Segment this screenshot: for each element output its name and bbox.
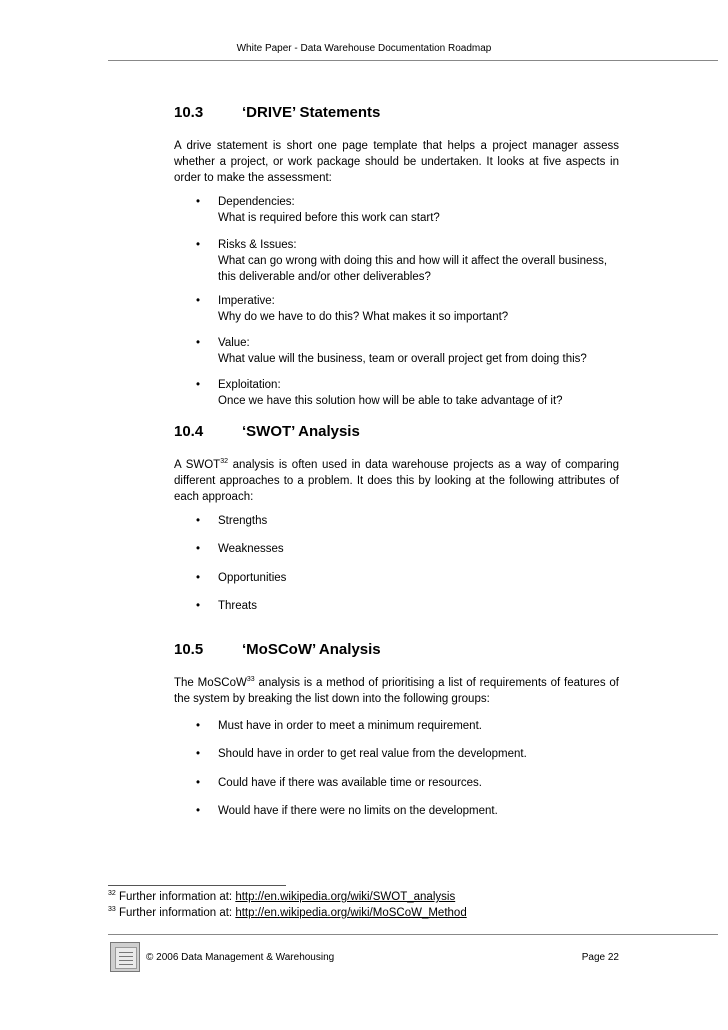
bullet-text: Must have in order to meet a minimum requirement. (218, 720, 482, 732)
bullet-icon: • (196, 543, 201, 555)
intro-text: A SWOT (174, 459, 221, 471)
footnote-divider (108, 885, 286, 886)
header-divider (108, 60, 718, 61)
bullet-description: What can go wrong with doing this and how will it affect the overall business, this deliverable and/or other deliverables? (218, 255, 608, 283)
bullet-icon: • (196, 515, 201, 527)
bullet-icon: • (196, 379, 201, 391)
bullet-label: Exploitation: (218, 379, 281, 391)
footnote-32 (108, 889, 455, 905)
section-number: 10.4 (174, 423, 204, 440)
bullet-icon: • (196, 777, 201, 789)
bullet-text: Should have in order to get real value from the development. (218, 748, 527, 760)
moscow-intro-paragraph (174, 675, 619, 707)
footnote-link-moscow[interactable]: http://en.wikipedia.org/wiki/MoSCoW_Method (235, 907, 467, 919)
footnote-text: Further information at: (115, 907, 236, 919)
bullet-label: Risks & Issues: (218, 239, 297, 251)
footnote-number: 33 (108, 906, 116, 913)
footnote-33 (108, 905, 467, 921)
swot-intro-paragraph (174, 457, 619, 505)
bullet-text: Opportunities (218, 572, 287, 584)
footer-divider (108, 934, 718, 935)
bullet-text: Would have if there were no limits on the development. (218, 805, 498, 817)
bullet-icon: • (196, 239, 201, 251)
footer-copyright: © 2006 Data Management & Warehousing (146, 952, 335, 963)
section-title: ‘SWOT’ Analysis (242, 423, 360, 440)
footer-page-number: Page 22 (581, 952, 619, 963)
bullet-icon: • (196, 748, 201, 760)
bullet-text: Could have if there was available time or resources. (218, 777, 482, 789)
bullet-description: What value will the business, team or overall project get from doing this? (218, 353, 587, 365)
bullet-icon: • (196, 720, 201, 732)
section-number: 10.3 (174, 104, 204, 121)
bullet-icon: • (196, 600, 201, 612)
bullet-text: Threats (218, 600, 257, 612)
company-logo-icon (110, 942, 140, 972)
bullet-description: What is required before this work can start? (218, 212, 440, 224)
bullet-icon: • (196, 295, 201, 307)
bullet-label: Dependencies: (218, 196, 295, 208)
footnote-ref: 33 (246, 676, 255, 683)
bullet-description: Why do we have to do this? What makes it so important? (218, 311, 509, 323)
bullet-label: Value: (218, 337, 250, 349)
footnote-ref: 32 (220, 458, 228, 465)
bullet-text: Weaknesses (218, 543, 284, 555)
section-title: ‘DRIVE’ Statements (242, 104, 381, 121)
bullet-label: Imperative: (218, 295, 275, 307)
bullet-description: Once we have this solution how will be able to take advantage of it? (218, 395, 563, 407)
drive-intro-paragraph: A drive statement is short one page template that helps a project manager assess whether a project, or work package should be undertaken. It looks at five aspects in order to make the assessment: (174, 140, 619, 184)
bullet-text: Strengths (218, 515, 268, 527)
footnote-number: 32 (108, 890, 116, 897)
page-header: White Paper - Data Warehouse Documentation Roadmap (236, 43, 492, 54)
bullet-icon: • (196, 572, 201, 584)
footnote-text: Further information at: (115, 891, 236, 903)
intro-text: analysis is a method of prioritising a list of requirements of features of the system by breaking the list down into the following groups: (174, 677, 619, 705)
section-number: 10.5 (174, 641, 204, 658)
intro-text: analysis is often used in data warehouse projects as a way of comparing different approaches to a problem. It does this by looking at the following attributes of each approach: (174, 459, 619, 503)
bullet-icon: • (196, 337, 201, 349)
footnote-link-swot[interactable]: http://en.wikipedia.org/wiki/SWOT_analysis (235, 891, 456, 903)
section-heading-swot (174, 423, 360, 440)
section-heading-drive (174, 104, 380, 121)
section-heading-moscow (174, 641, 381, 658)
section-title: ‘MoSCoW’ Analysis (242, 641, 381, 658)
bullet-icon: • (196, 805, 201, 817)
bullet-icon: • (196, 196, 201, 208)
intro-text: The MoSCoW (174, 677, 247, 689)
